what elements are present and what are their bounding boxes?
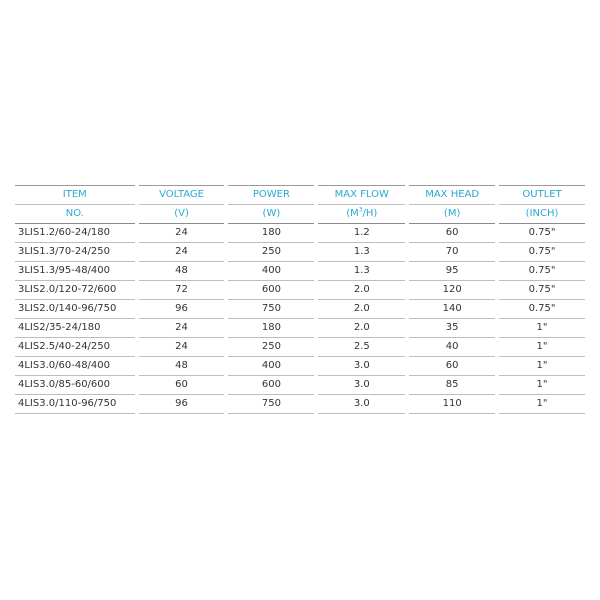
header-max-head: MAX HEAD (409, 185, 495, 205)
header-outlet: OUTLET (499, 185, 585, 205)
cell-max-flow: 2.0 (318, 300, 405, 319)
table-row (15, 395, 585, 414)
cell-max-head: 70 (409, 243, 495, 262)
cell-max-head: 85 (409, 376, 495, 395)
cell-power: 600 (228, 281, 314, 300)
cell-voltage: 96 (139, 395, 225, 414)
cell-power: 400 (228, 262, 314, 281)
cell-power: 600 (228, 376, 314, 395)
header-voltage: VOLTAGE (139, 185, 225, 205)
cell-voltage: 24 (139, 243, 225, 262)
unit-max-flow (318, 205, 405, 224)
cell-voltage: 72 (139, 281, 225, 300)
cell-voltage: 48 (139, 357, 225, 376)
unit-max-head: (M) (409, 205, 495, 224)
header-item: ITEM (15, 185, 135, 205)
cell-voltage: 48 (139, 262, 225, 281)
cell-max-flow: 3.0 (318, 376, 405, 395)
cell-power: 250 (228, 338, 314, 357)
cell-voltage: 96 (139, 300, 225, 319)
table-row (15, 243, 585, 262)
cell-outlet: 1" (499, 395, 585, 414)
cell-item: 3LIS1.2/60-24/180 (15, 224, 135, 243)
cell-max-flow: 2.0 (318, 319, 405, 338)
cell-max-flow: 1.2 (318, 224, 405, 243)
cell-outlet: 0.75" (499, 300, 585, 319)
cell-item: 3LIS2.0/140-96/750 (15, 300, 135, 319)
table-row (15, 262, 585, 281)
cell-max-head: 35 (409, 319, 495, 338)
cell-max-flow: 1.3 (318, 243, 405, 262)
cell-max-flow: 3.0 (318, 357, 405, 376)
cell-item: 4LIS2/35-24/180 (15, 319, 135, 338)
cell-max-flow: 2.5 (318, 338, 405, 357)
cell-item: 4LIS3.0/60-48/400 (15, 357, 135, 376)
cell-max-flow: 1.3 (318, 262, 405, 281)
cell-voltage: 24 (139, 319, 225, 338)
unit-max-flow-prefix: (M (346, 208, 359, 219)
unit-max-flow-sup: 3 (358, 206, 363, 214)
cell-max-flow: 3.0 (318, 395, 405, 414)
table-row (15, 281, 585, 300)
cell-power: 250 (228, 243, 314, 262)
table-row (15, 376, 585, 395)
unit-outlet: (INCH) (499, 205, 585, 224)
cell-outlet: 0.75" (499, 281, 585, 300)
cell-voltage: 24 (139, 338, 225, 357)
header-power: POWER (228, 185, 314, 205)
cell-power: 180 (228, 224, 314, 243)
cell-max-head: 120 (409, 281, 495, 300)
cell-max-head: 60 (409, 357, 495, 376)
cell-voltage: 24 (139, 224, 225, 243)
cell-item: 3LIS1.3/70-24/250 (15, 243, 135, 262)
cell-outlet: 0.75" (499, 243, 585, 262)
cell-outlet: 1" (499, 338, 585, 357)
cell-max-head: 95 (409, 262, 495, 281)
header-max-flow: MAX FLOW (318, 185, 405, 205)
cell-outlet: 0.75" (499, 224, 585, 243)
cell-voltage: 60 (139, 376, 225, 395)
cell-item: 3LIS2.0/120-72/600 (15, 281, 135, 300)
header-row (15, 185, 585, 205)
table-row (15, 319, 585, 338)
table-row (15, 338, 585, 357)
cell-max-head: 110 (409, 395, 495, 414)
table-row (15, 224, 585, 243)
cell-power: 750 (228, 395, 314, 414)
cell-item: 4LIS2.5/40-24/250 (15, 338, 135, 357)
cell-outlet: 1" (499, 357, 585, 376)
unit-item: NO. (15, 205, 135, 224)
cell-outlet: 1" (499, 319, 585, 338)
cell-item: 4LIS3.0/110-96/750 (15, 395, 135, 414)
pump-spec-table (11, 185, 589, 414)
cell-power: 180 (228, 319, 314, 338)
unit-row (15, 205, 585, 224)
unit-voltage: (V) (139, 205, 225, 224)
cell-outlet: 1" (499, 376, 585, 395)
cell-power: 400 (228, 357, 314, 376)
unit-max-flow-suffix: /H) (362, 208, 378, 219)
cell-max-head: 60 (409, 224, 495, 243)
unit-power: (W) (228, 205, 314, 224)
cell-item: 4LIS3.0/85-60/600 (15, 376, 135, 395)
cell-max-head: 40 (409, 338, 495, 357)
table-row (15, 300, 585, 319)
cell-outlet: 0.75" (499, 262, 585, 281)
cell-max-head: 140 (409, 300, 495, 319)
cell-item: 3LIS1.3/95-48/400 (15, 262, 135, 281)
cell-max-flow: 2.0 (318, 281, 405, 300)
cell-power: 750 (228, 300, 314, 319)
table-row (15, 357, 585, 376)
